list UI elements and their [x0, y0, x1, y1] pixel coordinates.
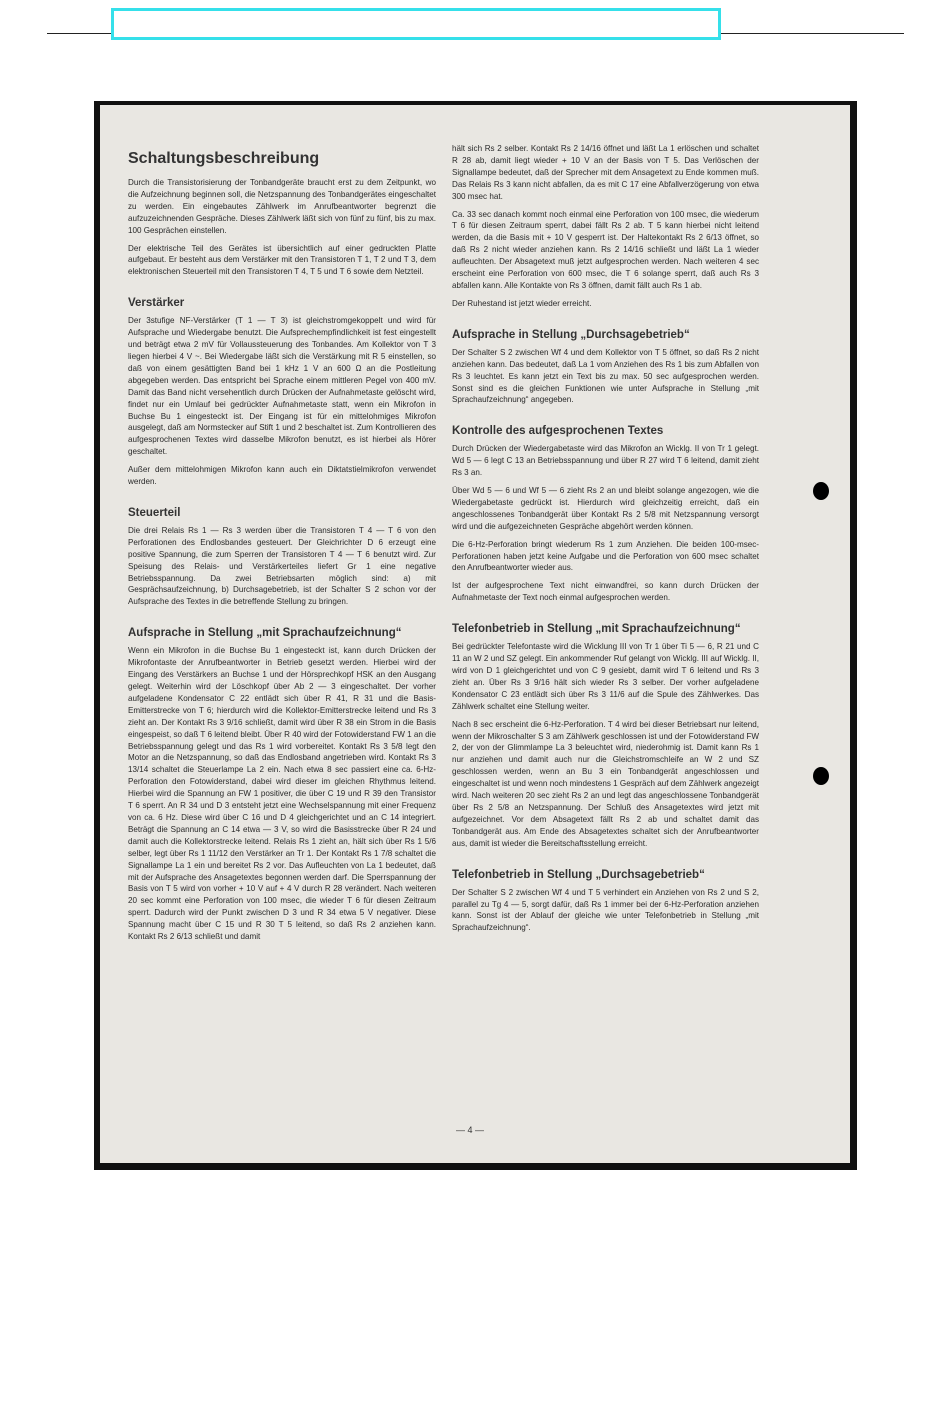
paragraph: hält sich Rs 2 selber. Kontakt Rs 2 14/16 öffnet und läßt La 1 erlöschen und schaltet R 28 ab, damit liegt wieder + 10 V an der Basis von T 5. Das Verlöschen der Signallampe bedeutet, daß der Sprecher mit dem Ansagetext zu Ende kommen muß. Das Relais Rs 3 kann nicht abfallen, da es mit C 17 eine Abfallverzögerung von etwa 300 msec hat.	[452, 144, 759, 201]
highlight-box[interactable]	[111, 8, 721, 40]
section-heading-telefon-durchsage: Telefonbetrieb in Stellung „Durchsagebetrieb“	[452, 868, 705, 881]
right-column	[452, 143, 759, 940]
paragraph: Ist der aufgesprochene Text nicht einwandfrei, so kann durch Drücken der Aufnahmetaste der Text noch einmal aufgesprochen werden.	[452, 581, 759, 603]
paragraph: Außer dem mittelohmigen Mikrofon kann auch ein Diktatstielmikrofon verwendet werden.	[128, 465, 436, 487]
paragraph: Der 3stufige NF-Verstärker (T 1 — T 3) ist gleichstromgekoppelt und wird für Aufsprache und Wiedergabe benutzt. Die Aufsprechempfindlichkeit ist fest eingestellt und beträgt etwa 2 mV für Vollaussteuerung des Tonbandes. Am Kollektor von T 3 liegen hierbei 4 V ~. Bei Wiedergabe läßt sich die Verstärkung mit R 5 einstellen, so daß von einem gesättigten Band bei 1 kHz 1 V an 600 Ω an die Postleitung abgegeben werden. Das entspricht bei Sprache einem mittleren Pegel von 400 mV. Damit das Band nicht versehentlich durch Drücken der Aufnahmetaste gelöscht wird, findet nur ein Umlauf bei gedrückter Aufnahmetaste statt, wenn ein Mikrofon in Buchse Bu 1 eingesteckt ist. Der Eingang ist für ein mittelohmiges Mikrofon ausgelegt, daß am Normstecker auf Stift 1 und 2 beschaltet ist. Zum Kontrollieren des aufgesprochenen Textes wird dasselbe Mikrofon benutzt, es ist hierbei als Hörer geschaltet.	[128, 316, 436, 457]
paragraph: Die 6-Hz-Perforation bringt wiederum Rs 1 zum Anziehen. Die beiden 100-msec-Perforationen haben jetzt keine Aufgabe und die Perforation von 600 msec schaltet den Anrufbeantworter wieder aus.	[452, 539, 759, 573]
page-number: — 4 —	[455, 1125, 484, 1135]
paragraph: Der Schalter S 2 zwischen Wf 4 und T 5 verhindert ein Anziehen von Rs 2 und S 2, parallel zu Tg 4 — 5, sorgt dafür, daß Rs 1 immer bei der 6-Hz-Perforation anziehen kann. Sonst ist der Ablauf der gleiche wie unter Telefonbetrieb in Stellung „mit Sprachaufzeichnung“.	[452, 887, 759, 933]
paragraph: Der Schalter S 2 zwischen Wf 4 und dem Kollektor von T 5 öffnet, so daß Rs 2 nicht anziehen kann. Das bedeutet, daß La 1 vom Anziehen des Rs 1 bis zum Abfallen von Rs 3 leuchtet. Es kann jetzt ein Text bis zu max. 50 sec aufgesprochen werden. Sonst sind es die gleichen Funktionen wie unter Aufsprache in Stellung „mit Sprachaufzeichnung“ angegeben.	[452, 347, 759, 405]
left-column	[128, 145, 436, 949]
section-heading-aufsprache-sprachaufzeichnung: Aufsprache in Stellung „mit Sprachaufzeichnung“	[128, 627, 402, 640]
paragraph: Bei gedrückter Telefontaste wird die Wicklung III von Tr 1 über Ti 5 — 6, R 21 und C 11 an W 2 und SZ gelegt. Ein ankommender Ruf gelangt von Wicklg. III auf Wicklg. II, wird von D 1 gleichgerichtet und von C 9 gesiebt, damit wird T 6 leitend und Rs 3 zieht an. Über Rs 3 9/16 hält sich wieder Rs 3 selber. Der vorher aufgeladene Kondensator C 23 entlädt sich über Rs 3 11/6 auf die Spule des Zählwerkes. Das Zählwerk schaltet eine Stellung weiter.	[452, 642, 759, 711]
paragraph: Der elektrische Teil des Gerätes ist übersichtlich auf einer gedruckten Platte aufgebaut. Er besteht aus dem Verstärker mit den Transistoren T 1, T 2 und T 3, dem elektronischen Steuerteil mit den Transistoren T 4, T 5 und T 6 sowie dem Netzteil.	[128, 243, 436, 277]
section-heading-verstaerker: Verstärker	[128, 297, 185, 310]
paper-sheet	[100, 105, 850, 1163]
paragraph: Die drei Relais Rs 1 — Rs 3 werden über die Transistoren T 4 — T 6 von den Perforationen des Endlosbandes gesteuert. Der Gleichrichter D 6 erzeugt eine positive Spannung, die zum Sperren der Transistoren T 4 — T 6 benutzt wird. Zur Speisung des Relais- und Verstärkerteiles liefert Gr 1 eine negative Betriebsspannung. Da zwei Betriebsarten möglich sind: a) mit Gesprächsaufzeichnung, b) Durchsagebetrieb, ist der Schalter S 2 schon vor der Aufsprache des Textes in die betreffende Stellung zu bringen.	[128, 525, 436, 607]
scanned-page	[94, 101, 857, 1170]
paragraph: Nach 8 sec erscheint die 6-Hz-Perforation. T 4 wird bei dieser Betriebsart nur leitend, wenn der Mikroschalter S 3 am Zählwerk geschlossen ist und der Fotowiderstand FW 2, der von der Glimmlampe La 3 beleuchtet wird, niederohmig ist. Damit kann Rs 1 nur anziehen und damit auch nur die Gleichstromschleife an W 2 und SZ geschlossen werden, wenn an Bu 3 ein Tonbandgerät angeschlossen und eingeschaltet ist und wenn noch mindestens 1 Gespräch auf dem Zählwerk angezeigt wird. Nach weiteren 20 sec zieht Rs 2 an und legt das angeschlossene Tonbandgerät über Rs 2 5/8 an Netzspannung. Der Schluß des Ansagetextes wird jetzt mit aufgezeichnet. Vor dem Absagetext fällt Rs 2 ab und schaltet damit das Tonbandgerät aus. Am Ende des Absagetextes schaltet sich der Anrufbeantworter aus, damit ist wieder die Bereitschaftsstellung erreicht.	[452, 719, 759, 848]
section-heading-kontrolle: Kontrolle des aufgesprochenen Textes	[452, 425, 664, 438]
paragraph: Wenn ein Mikrofon in die Buchse Bu 1 eingesteckt ist, kann durch Drücken der Mikrofontaste der Anrufbeantworter in Betrieb gesetzt werden. Hierbei wird der Eingang des Verstärkers an Buchse 1 und der Hörsprechkopf HSK an den Ausgang gelegt. Weiterhin wird der Löschkopf über Ab 2 — 3 eingeschaltet. Der vorher aufgeladene Kondensator C 22 entlädt sich über R 41, R 31 und die Basis-Emitterstrecke von T 6; hierdurch wird die Kollektor-Emitterstrecke leitend und Rs 3 zieht an. Der Kontakt Rs 3 9/16 schließt, damit wird über R 38 ein Strom in die Basis eingespeist, so daß T 6 leitend bleibt. Über R 40 wird der Fotowiderstand FW 1 an die Betriebsspannung gelegt und das Rs 1 wird vorbereitet. Kontakt Rs 3 5/8 legt den Motor an die Netzspannung, so daß das Endlosband angetrieben wird. Kontakt Rs 3 13/14 schaltet die Steuerlampe La 2 ein. Nach etwa 8 sec passiert eine ca. 6-Hz-Perforation den Fotowiderstand, dabei wird dieser im gleichen Rhythmus leitend. Hierbei wird die Spannung an FW 1 positiver, die über C 19 und R 39 den Transistor T 6 sperrt. An R 34 und D 3 entsteht jetzt eine Wechselspannung mit einer Frequenz von ca. 6 Hz. Diese wird über C 16 und D 4 gleichgerichtet und an C 14 integriert. Beträgt die Spannung an C 14 etwa — 3 V, so wird die Basisstrecke über R 24 und damit auch die Kollektorstrecke leitend. Relais Rs 1 zieht an, hält sich über Rs 1 5/6 selber, legt über Rs 1 11/12 den Verstärker an Tr 1. Der Kontakt Rs 1 7/8 schaltet die Signallampe La 1 ein und bereitet Rs 2 vor. Das Aufleuchten von La 1 bedeutet, daß mit der Aufsprache des Ansagetextes begonnen werden darf. Die Sperrspannung der Basis von T 5 wird von vorher + 10 V auf + 4 V durch R 28 verändert. Nach weiteren 20 sec kommt eine Perforation von 100 msec, die wieder T 6 für diesen Zeitraum sperrt. Dadurch wird der Punkt zwischen D 3 und R 34 etwa 5 V negativer. Diese Spannung macht über C 15 und R 30 T 5 leitend, so daß Rs 2 anziehen kann. Kontakt Rs 2 6/13 schließt und damit	[128, 646, 436, 942]
paragraph: Der Ruhestand ist jetzt wieder erreicht.	[452, 298, 592, 308]
punch-hole-upper	[813, 482, 829, 500]
paragraph: Durch Drücken der Wiedergabetaste wird das Mikrofon an Wicklg. II von Tr 1 gelegt. Wd 5 — 6 legt C 13 an Betriebsspannung und über R 27 wird T 6 leitend, damit zieht Rs 3 an.	[452, 444, 759, 478]
section-heading-steuerteil: Steuerteil	[128, 506, 181, 519]
paragraph: Durch die Transistorisierung der Tonbandgeräte braucht erst zu dem Zeitpunkt, wo die Aufzeichnung beginnen soll, die Netzspannung des Tonbandgerätes eingeschaltet zu werden. Ein eingebautes Zählwerk im Anrufbeantworter begrenzt die aufzuzeichnenden Gespräche. Dieses Zählwerk läßt sich von fünf zu fünf, bis zu max. 100 Gesprächen einstellen.	[128, 178, 436, 235]
section-heading-aufsprache-durchsage: Aufsprache in Stellung „Durchsagebetrieb“	[452, 328, 690, 341]
page-title: Schaltungsbeschreibung	[128, 150, 320, 167]
paragraph: Über Wd 5 — 6 und Wf 5 — 6 zieht Rs 2 an und bleibt solange angezogen, wie die Wiedergabetaste gedrückt ist. Hierdurch wird gleichzeitig erreicht, daß ein angeschlossenes Tonbandgerät über Kontakt Rs 2 5/8 mit Netzspannung versorgt wird und die aufgezeichneten Gespräche abgehört werden können.	[452, 486, 759, 531]
section-heading-telefon-sprachaufzeichnung: Telefonbetrieb in Stellung „mit Sprachaufzeichnung“	[452, 623, 741, 636]
punch-hole-lower	[813, 767, 829, 785]
paragraph: Ca. 33 sec danach kommt noch einmal eine Perforation von 100 msec, die wiederum T 6 für diesen Zeitraum sperrt, dabei fällt Rs 2 ab. T 5 kann hierbei nicht leitend werden, da die Basis mit + 10 V gesperrt ist. Der Haltekontakt Rs 2 6/13 öffnet, so daß Rs 2 nicht wieder anziehen kann. Rs 2 14/16 schließt und läßt La 1 wieder aufleuchten. Der Absagetext muß jetzt aufgesprochen werden. Nach weiteren 4 sec erscheint eine Perforation von 600 msec, die T 6 solange sperrt, daß auch Rs 3 abfallen kann. Alle Kontakte von Rs 3 öffnen, damit fällt auch Rs 1 ab.	[452, 209, 759, 290]
